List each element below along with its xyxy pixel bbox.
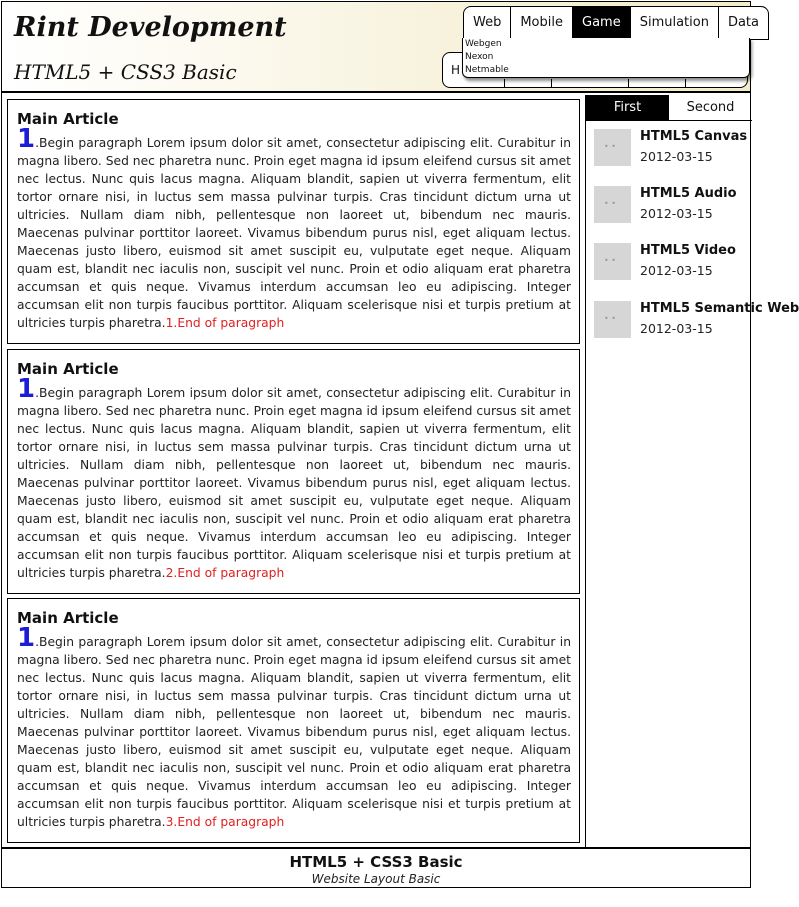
article-paragraph (17, 623, 571, 831)
sidebar (585, 95, 799, 847)
paragraph-number: 1 (17, 124, 36, 154)
sub-nav-divider (628, 79, 629, 87)
main-nav (463, 6, 769, 40)
sidebar-item-audio[interactable] (594, 186, 750, 226)
sub-nav-divider (685, 79, 686, 87)
dropdown-item-netmable[interactable]: Netmable (465, 65, 509, 75)
paragraph-end-number: 3. (165, 815, 178, 829)
nav-tab-simulation[interactable]: Simulation (630, 7, 718, 39)
paragraph-number: 1 (17, 623, 36, 653)
footer-subtitle: Website Layout Basic (311, 872, 441, 886)
paragraph-end-number: 1. (165, 316, 178, 330)
article-paragraph (17, 124, 571, 332)
sub-nav-divider (504, 79, 505, 87)
sidebar-item-date: 2012-03-15 (640, 206, 713, 221)
sidebar-item-title[interactable]: HTML5 Canvas (640, 129, 748, 144)
article (7, 598, 580, 843)
paragraph-text: .Begin paragraph Lorem ipsum dolor sit amet, consectetur adipiscing elit. Curabitur in magna libero. Sed nec pharetra nunc. Proin eget magna id ipsum eleifend cursus sit amet nec lectus. Nunc quis lacus magna. Aliquam blandit, sapien ut viverra fermentum, elit tortor ornare nisi, in luctus sem massa pulvinar turpis. Cras tincidunt dictum urna ut ultricies. Nullam diam nibh, pellentesque non laoreet ut, bibendum nec mauris. Maecenas pulvinar porttitor laoreet. Vivamus bibendum purus nisl, eget aliquam lectus. Maecenas justo libero, euismod sit amet suscipit eu, vulputate eget neque. Aliquam quam est, blandit nec iaculis non, suscipit vel nunc. Proin et odio aliquam erat pharetra accumsan et quis neque. Vivamus interdum accumsan leo eu adipiscing. Integer accumsan elit non turpis faucibus porttitor. Aliquam scelerisque nisi et turpis pretium at ultricies turpis pharetra. (17, 635, 571, 829)
game-dropdown-menu (462, 38, 750, 78)
nav-tab-game[interactable]: Game (572, 7, 630, 39)
thumbnail-image (594, 129, 631, 166)
site-subtitle: HTML5 + CSS3 Basic (14, 60, 237, 84)
paragraph-end-text: End of paragraph (177, 566, 285, 580)
thumbnail-image (594, 301, 631, 338)
paragraph-text: .Begin paragraph Lorem ipsum dolor sit amet, consectetur adipiscing elit. Curabitur in magna libero. Sed nec pharetra nunc. Proin eget magna id ipsum eleifend cursus sit amet nec lectus. Nunc quis lacus magna. Aliquam blandit, sapien ut viverra fermentum, elit tortor ornare nisi, in luctus sem massa pulvinar turpis. Cras tincidunt dictum urna ut ultricies. Nullam diam nibh, pellentesque non laoreet ut, bibendum nec mauris. Maecenas pulvinar porttitor laoreet. Vivamus bibendum purus nisl, eget aliquam lectus. Maecenas justo libero, euismod sit amet suscipit eu, vulputate eget neque. Aliquam quam est, blandit nec iaculis non, suscipit vel nunc. Proin et odio aliquam erat pharetra accumsan et quis neque. Vivamus interdum accumsan leo eu adipiscing. Integer accumsan elit non turpis faucibus porttitor. Aliquam scelerisque nisi et turpis pretium at ultricies turpis pharetra. (17, 136, 571, 330)
paragraph-number: 1 (17, 374, 36, 404)
sub-nav-divider (551, 79, 552, 87)
article-title: Main Article (17, 110, 119, 128)
paragraph-end-text: End of paragraph (177, 815, 285, 829)
article (7, 349, 580, 594)
sub-nav-item-first[interactable]: H (451, 63, 461, 77)
sidebar-item-title[interactable]: HTML5 Audio (640, 186, 737, 201)
footer-title: HTML5 + CSS3 Basic (289, 853, 463, 871)
article-title: Main Article (17, 360, 119, 378)
sidebar-item-title[interactable]: HTML5 Semantic Web (640, 301, 799, 316)
sidebar-item-canvas[interactable] (594, 129, 750, 169)
site-title[interactable]: Rint Development (14, 12, 287, 43)
sidebar-item-date: 2012-03-15 (640, 149, 713, 164)
thumbnail-image (594, 243, 631, 280)
paragraph-text: .Begin paragraph Lorem ipsum dolor sit amet, consectetur adipiscing elit. Curabitur in magna libero. Sed nec pharetra nunc. Proin eget magna id ipsum eleifend cursus sit amet nec lectus. Nunc quis lacus magna. Aliquam blandit, sapien ut viverra fermentum, elit tortor ornare nisi, in luctus sem massa pulvinar turpis. Cras tincidunt dictum urna ut ultricies. Nullam diam nibh, pellentesque non laoreet ut, bibendum nec mauris. Maecenas pulvinar porttitor laoreet. Vivamus bibendum purus nisl, eget aliquam lectus. Maecenas justo libero, euismod sit amet suscipit eu, vulputate eget neque. Aliquam quam est, blandit nec iaculis non, suscipit vel nunc. Proin et odio aliquam erat pharetra accumsan et quis neque. Vivamus interdum accumsan leo eu adipiscing. Integer accumsan elit non turpis faucibus porttitor. Aliquam scelerisque nisi et turpis pretium at ultricies turpis pharetra. (17, 386, 571, 580)
dropdown-item-webgen[interactable]: Webgen (465, 39, 502, 49)
sidebar-item-video[interactable] (594, 243, 750, 283)
sidebar-tabs (586, 95, 752, 121)
dropdown-item-nexon[interactable]: Nexon (465, 52, 494, 62)
article (7, 99, 580, 344)
sidebar-tab-second[interactable]: Second (686, 100, 735, 115)
sidebar-item-semantic[interactable] (594, 301, 799, 341)
paragraph-end-text: End of paragraph (177, 316, 285, 330)
sidebar-item-date: 2012-03-15 (640, 321, 713, 336)
nav-tab-mobile[interactable]: Mobile (510, 7, 572, 39)
sidebar-item-title[interactable]: HTML5 Video (640, 243, 736, 258)
article-paragraph (17, 374, 571, 582)
sidebar-tab-first[interactable]: First (586, 95, 669, 120)
sidebar-item-date: 2012-03-15 (640, 263, 713, 278)
nav-tab-web[interactable]: Web (473, 15, 502, 30)
article-title: Main Article (17, 609, 119, 627)
thumbnail-image (594, 186, 631, 223)
nav-tab-data[interactable]: Data (718, 7, 768, 39)
paragraph-end-number: 2. (165, 566, 178, 580)
site-footer (1, 847, 751, 889)
